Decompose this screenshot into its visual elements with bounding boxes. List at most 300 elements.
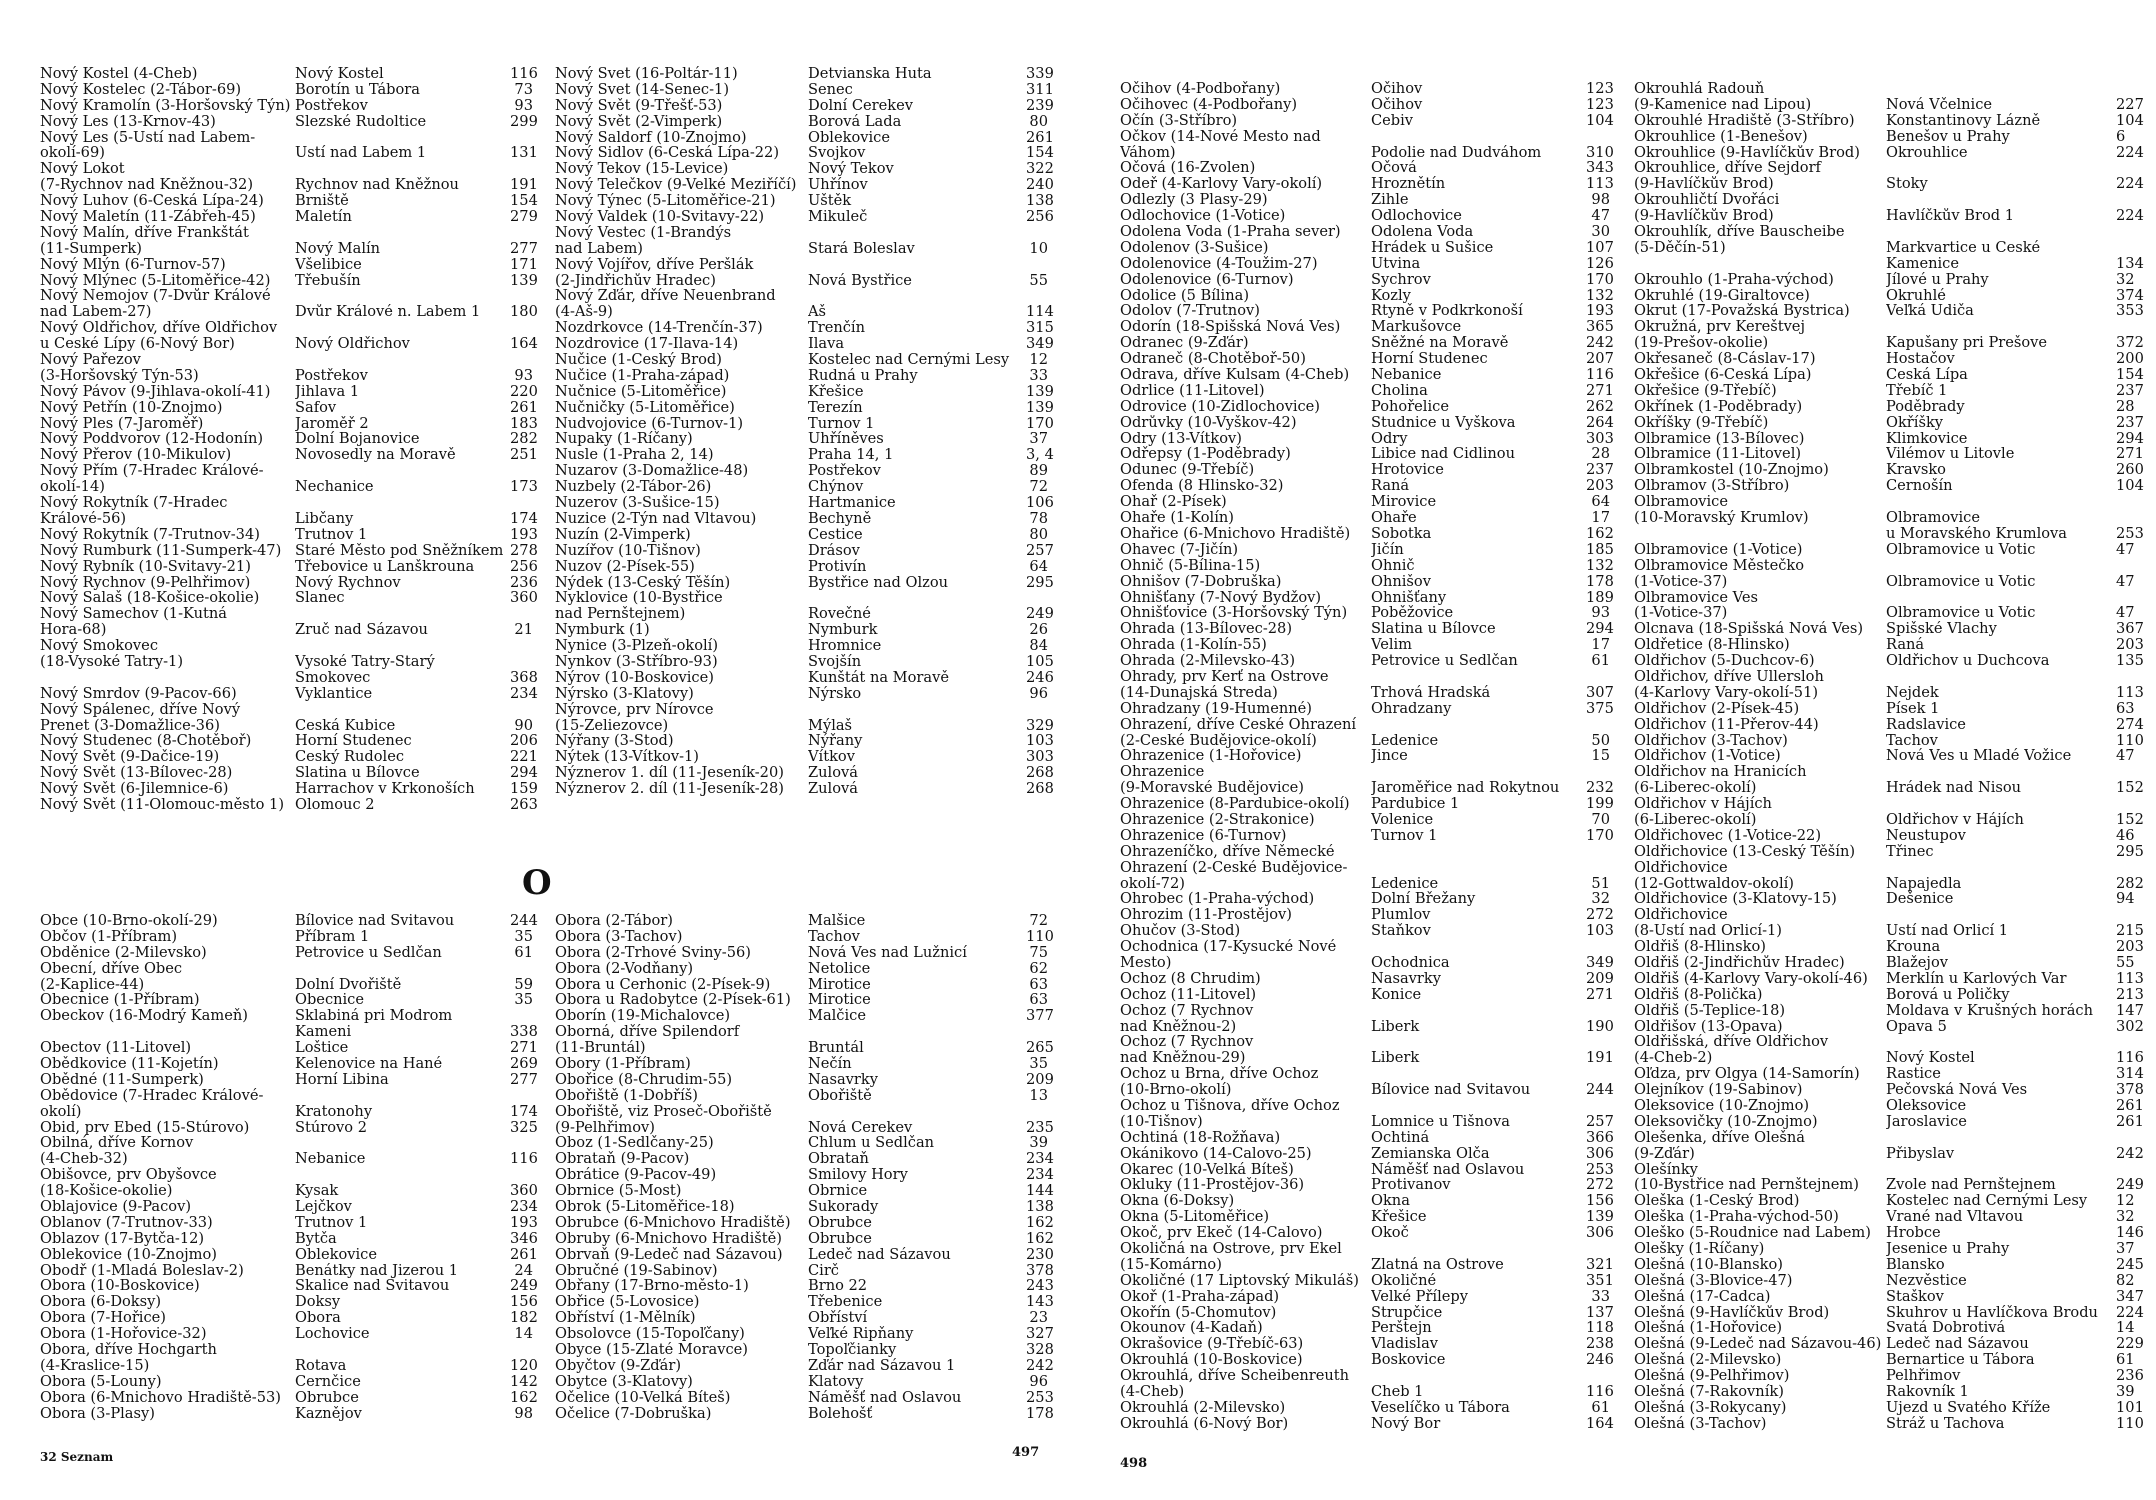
entry-post-office: Klimkovice [1886,430,1968,447]
index-entry [1120,302,1614,320]
entry-post-office: Rychnov nad Kněžnou [295,177,459,194]
entry-post-office: Pelhřimov [1886,1368,1961,1385]
entry-post-office: Uhřínov [808,177,868,194]
entry-page-number: 61 [514,943,533,961]
entry-page-number: 137 [1586,1303,1614,1321]
entry-page-number: 193 [510,525,538,543]
entry-locality: Nový Svět (6-Jilemnice-6) [40,781,229,797]
index-entry [555,992,1048,1008]
index-entry [1120,1289,1610,1305]
entry-post-office: Postřekov [295,97,368,114]
entry-page-number: 113 [2116,969,2144,987]
entry-page-number: 249 [1026,605,1054,623]
index-entry [40,1135,533,1151]
entry-page-number: 78 [1029,509,1048,527]
entry-post-office: Ústí nad Labem 1 [295,145,427,162]
entry-page-number: 3, 4 [1026,446,1054,464]
entry-post-office: Mirotice [808,992,871,1009]
entry-post-office: Ústí nad Orlicí 1 [1886,923,2009,940]
column-6 [1634,81,2144,1432]
index-entry [1120,876,1610,892]
entry-post-office: Markušovce [1371,319,1462,336]
entry-locality: Obeckov (16-Modrý Kameň) [40,1008,248,1025]
index-entry [1634,842,2144,860]
index-entry [40,112,538,130]
entry-locality: Okřínek (1-Poděbrady) [1634,398,1803,415]
entry-page-number: 120 [510,1356,538,1374]
entry-page-number: 238 [1586,1335,1614,1353]
entry-post-office: Liberk [1371,1018,1420,1035]
entry-locality: Odolena Voda (1-Praha sever) [1120,224,1341,240]
entry-post-office: Oleksovice [1886,1098,1967,1114]
index-entry [1120,1400,1610,1416]
entry-locality: (8-Ústí nad Orlicí-1) [1634,923,1782,940]
index-entry [1634,429,2144,447]
entry-post-office: Hartmanice [808,495,896,511]
entry-locality: Ohrada (2-Milevsko-43) [1120,653,1296,669]
entry-post-office: Trutnov 1 [295,526,368,543]
entry-post-office: Konstantinovy Lázně [1886,112,2041,129]
entry-locality: nad Pernštejnem) [555,606,686,623]
entry-page-number: 378 [1026,1261,1054,1279]
entry-page-number: 282 [510,430,538,448]
entry-locality: Oldřiš (2-Jindřichův Hradec) [1634,954,1845,971]
entry-locality: Okrouhlá (10-Boskovice) [1120,1352,1303,1369]
entry-locality: Nýrov (10-Boskovice) [555,669,714,686]
entry-locality: Nučice (1-Praha-západ) [555,367,730,384]
entry-post-office: Turnov 1 [808,415,875,432]
entry-post-office: Štúrovo 2 [295,1119,367,1136]
entry-page-number: 55 [2116,953,2135,971]
entry-locality: Nový Rychnov (9-Pelhřimov) [40,574,251,591]
index-entry [40,525,538,543]
entry-page-number: 372 [2116,334,2144,352]
index-entry [1120,1208,1614,1226]
entry-page-number: 199 [1586,795,1614,813]
entry-locality: Nový Přerov (10-Mikulov) [40,447,232,464]
entry-post-office: Horní Studenec [1371,351,1488,368]
index-entry [555,192,1054,210]
entry-locality: Obora (6-Doksy) [40,1294,162,1311]
entry-locality: Obrátice (9-Pacov-49) [555,1167,717,1184]
entry-page-number: 306 [1586,1144,1614,1162]
entry-locality: Oldřetice (8-Hlinsko) [1634,637,1790,654]
entry-locality: Ohrady, prv Kerť na Ostrove [1120,668,1329,685]
entry-post-office: Nová Ves u Mladé Vožice [1886,748,2072,765]
entry-locality: Olešínky [1634,1161,1698,1178]
entry-page-number: 191 [1586,1049,1614,1067]
index-entry [1120,1049,1614,1067]
entry-post-office: Brno 22 [808,1278,868,1295]
entry-post-office: Nymburk [808,622,878,639]
entry-locality: Oblanov (7-Trutnov-33) [40,1214,213,1231]
entry-post-office: Brniště [295,193,349,210]
index-entry [1120,95,1614,113]
entry-locality: Oldřichovec (1-Votice-22) [1634,827,1822,844]
entry-locality: Olbramov (3-Stříbro) [1634,478,1790,495]
index-entry [555,590,1048,606]
index-entry [40,702,533,718]
entry-post-office: Perštejn [1371,1320,1432,1337]
entry-page-number: 230 [1026,1245,1054,1263]
entry-page-number: 28 [2116,397,2135,415]
entry-post-office: Trutnov 1 [295,1214,368,1231]
entry-locality: Nupaky (1-Říčany) [555,431,693,448]
entry-page-number: 277 [510,239,538,257]
entry-locality: (14-Dunajská Streda) [1120,684,1278,701]
index-entry [1120,1081,1614,1099]
entry-page-number: 234 [510,1198,538,1216]
entry-page-number: 262 [1586,397,1614,415]
entry-post-office: Ochodnica [1371,954,1450,971]
entry-post-office: Tachov [1886,732,1938,749]
section-letter-heading: O [522,863,552,903]
entry-page-number: 37 [2116,1240,2135,1258]
index-entry [555,319,1054,337]
entry-page-number: 346 [510,1229,538,1247]
entry-locality: Nuzbely (2-Tábor-26) [555,479,712,496]
entry-locality: Nový Přím (7-Hradec Králové- [40,463,264,480]
entry-page-number: 271 [510,1039,538,1057]
entry-page-number: 138 [1026,1198,1054,1216]
index-entry [40,1182,538,1200]
entry-post-office: Ledenice [1371,875,1439,892]
index-entry [40,945,533,961]
index-entry [1120,286,1614,304]
index-entry [1634,764,2124,780]
entry-post-office: Harrachov v Krkonoších [295,781,475,797]
entry-page-number: 322 [1026,160,1054,178]
entry-locality: Prenet (3-Domažlice-36) [40,717,220,734]
index-entry [555,80,1054,98]
entry-locality: Nový Nemojov (7-Dvůr Králové [40,288,271,305]
entry-locality: Olbramovice Městečko [1634,557,1805,574]
index-entry [555,559,1048,575]
entry-locality: okolí-69) [40,145,105,162]
entry-page-number: 14 [2116,1319,2135,1337]
entry-locality: Odraneč (8-Chotěboř-50) [1120,351,1306,368]
entry-page-number: 215 [2116,922,2144,940]
entry-post-office: Rtyně v Podkrkonoší [1371,303,1523,320]
entry-locality: Nový Les (13-Krnov-43) [40,113,216,130]
index-entry [1120,494,1610,510]
entry-post-office: Nasavrky [808,1071,878,1088]
entry-locality: Olbramovice [1634,494,1728,511]
entry-locality: Nový Les (5-Ústí nad Labem- [40,129,256,146]
entry-locality: Olešná (9-Havlíčkův Brod) [1634,1304,1830,1321]
entry-post-office: Třebušín [295,272,361,289]
entry-post-office: Mikuleč [808,209,868,225]
entry-locality: Obyce (15-Zlaté Moravce) [555,1342,748,1358]
index-entry [40,478,538,496]
index-entry [555,1388,1054,1406]
entry-locality: Okřešice (6-Česká Lípa) [1634,367,1812,383]
entry-locality: Ochodnica (17-Kysucké Nové [1120,939,1337,955]
entry-page-number: 246 [1026,668,1054,686]
entry-post-office: Ledenice [1371,732,1439,749]
entry-post-office: Náměšť nad Oslavou [1371,1161,1525,1178]
index-entry [555,303,1054,321]
entry-post-office: Šafov [295,399,337,416]
entry-locality: Nučnice (5-Litoměřice) [555,383,727,400]
entry-post-office: Nový Oldřichov [295,336,410,353]
entry-locality: Obodř (1-Mladá Boleslav-2) [40,1262,244,1279]
index-entry [1634,969,2144,987]
index-entry [1120,238,1614,256]
entry-locality: Nýznerov 2. díl (11-Jeseník-28) [555,781,784,797]
entry-locality: nad Kněžnou-2) [1120,1018,1237,1035]
entry-locality: Olbramovice Ves [1634,589,1758,606]
entry-page-number: 142 [510,1372,538,1390]
entry-locality: Oldřichovice [1634,859,1728,876]
entry-locality: Ofenda (8 Hlinsko-32) [1120,478,1284,495]
index-entry [40,463,533,479]
entry-post-office: Raná [1886,637,1925,654]
entry-post-office: Dešenice [1886,891,1954,908]
entry-page-number: 261 [2116,1112,2144,1130]
index-entry [1120,1414,1614,1432]
entry-post-office: Postřekov [808,463,881,480]
entry-locality: Odranec (9-Žďár) [1120,335,1249,352]
entry-locality: Očelice (7-Dobruška) [555,1405,712,1422]
index-entry [555,398,1054,416]
entry-page-number: 174 [510,509,538,527]
index-entry [40,161,533,177]
index-entry [40,414,538,432]
index-entry [40,748,538,766]
entry-locality: Okřesaneč (8-Čáslav-17) [1634,351,1816,368]
entry-post-office: Lochovice [295,1326,370,1343]
entry-page-number: 72 [1029,912,1048,929]
entry-page-number: 116 [2116,1049,2144,1067]
entry-post-office: Olbramovice u Votic [1886,605,2036,622]
index-entry [1120,1034,1610,1050]
entry-locality: Okrut (17-Považská Bystrica) [1634,303,1850,320]
entry-page-number: 237 [2116,381,2144,399]
entry-page-number: 139 [1026,382,1054,400]
index-entry [1120,159,1614,177]
index-entry [1634,524,2144,542]
entry-post-office: Velké Přílepy [1371,1288,1468,1305]
index-entry [1120,350,1614,368]
column-3 [40,912,538,1422]
index-entry [1120,1241,1610,1257]
index-entry [1634,95,2144,113]
index-entry [40,638,533,654]
entry-post-office: Podolie nad Dudváhom [1371,144,1542,161]
index-entry [1634,572,2135,590]
entry-locality: Nový Rokytník (7-Trutnov-34) [40,526,260,543]
index-entry [555,1356,1054,1374]
index-entry [555,1088,1048,1104]
entry-page-number: 338 [510,1023,538,1041]
entry-page-number: 132 [1586,556,1614,574]
entry-locality: Ochoz u Brna, dříve Ochoz [1120,1066,1319,1083]
entry-page-number: 63 [1029,975,1048,993]
index-entry [1634,192,2124,208]
entry-post-office: Postřekov [295,367,368,384]
index-entry [1634,175,2144,193]
entry-post-office: Konice [1371,986,1422,1003]
index-entry [555,1024,1048,1040]
entry-page-number: 224 [2116,175,2144,193]
index-entry [1120,1303,1614,1321]
index-entry [1634,1130,2124,1146]
entry-locality: Oldřiš (8-Hlinsko) [1634,939,1766,955]
entry-post-office: Petrovice u Sedlčan [295,944,442,961]
index-entry [40,335,538,353]
entry-page-number: 152 [2116,779,2144,797]
index-entry [1120,366,1614,384]
entry-post-office: Spišské Vlachy [1886,621,1997,638]
entry-locality: Olešná (17-Čadca) [1634,1288,1771,1305]
entry-post-office: Nejdek [1886,684,1939,701]
entry-post-office: Kostelec nad Černými Lesy [808,352,1010,368]
entry-page-number: 265 [1026,1039,1054,1057]
entry-locality: Nový Svět (11-Olomouc-město 1) [40,796,285,813]
entry-locality: Okna (6-Doksy) [1120,1193,1235,1210]
index-entry [555,288,1048,304]
entry-post-office: Hostačov [1886,351,1955,368]
entry-page-number: 377 [1026,1007,1054,1025]
entry-locality: (19-Prešov-okolie) [1634,335,1769,352]
entry-post-office: Náměšť nad Oslavou [808,1389,962,1406]
entry-post-office: Zruč nad Sázavou [295,622,428,639]
entry-locality: Okluky (11-Prostějov-36) [1120,1177,1305,1194]
entry-post-office: Dolní Bojanovice [295,431,420,448]
entry-post-office: Obrataň [808,1151,869,1168]
entry-page-number: 253 [2116,524,2144,542]
index-entry [555,65,1054,82]
index-entry [555,1374,1048,1390]
index-entry [1120,1066,1610,1082]
index-entry [1634,938,2144,956]
entry-post-office: Nová Včelnice [1886,96,1993,113]
index-entry [1120,1003,1610,1019]
entry-post-office: Čirč [808,1262,839,1279]
entry-locality: Obora (2-Tábor) [555,913,673,929]
index-entry [40,192,538,210]
index-entry [40,398,538,416]
entry-locality: Obectov (11-Litovel) [40,1040,192,1057]
entry-locality: (9-Moravské Budějovice) [1120,780,1304,797]
entry-post-office: Staňkov [1371,923,1431,940]
entry-page-number: 227 [2116,95,2144,113]
entry-page-number: 171 [510,255,538,273]
index-entry [1120,669,1610,685]
index-entry [1634,1398,2144,1416]
entry-page-number: 206 [510,732,538,750]
entry-locality: Olcnava (18-Spišská Nová Ves) [1634,621,1864,638]
entry-post-office: Horní Libina [295,1071,389,1088]
index-entry [40,929,533,945]
entry-locality: Obruby (6-Mnichovo Hradiště) [555,1230,782,1247]
entry-locality: Oldřiš (8-Polička) [1634,986,1763,1003]
entry-locality: Obce (10-Brno-okolí-29) [40,913,218,929]
entry-page-number: 234 [1026,1150,1054,1168]
entry-page-number: 325 [510,1118,538,1136]
index-entry [1634,604,2135,622]
entry-locality: Ochoz u Tišnova, dříve Ochoz [1120,1098,1340,1114]
entry-post-office: Kelenovice na Hané [295,1056,443,1072]
index-entry [1120,381,1614,399]
index-entry [555,414,1054,432]
entry-page-number: 232 [1586,779,1614,797]
index-entry [555,494,1054,512]
entry-post-office: Slanec [295,590,345,607]
entry-page-number: 282 [2116,874,2144,892]
index-entry [40,1088,533,1104]
entry-post-office: Vyklantice [295,685,373,702]
entry-post-office: Rotava [295,1357,347,1374]
entry-post-office: Pohořelice [1371,398,1449,415]
index-entry [1634,350,2144,368]
entry-page-number: 245 [2116,1255,2144,1273]
entry-page-number: 93 [514,96,533,114]
index-entry [1120,717,1610,733]
index-entry [1634,461,2144,479]
entry-page-number: 104 [2116,477,2144,495]
entry-locality: Oblajovice (9-Pacov) [40,1199,192,1215]
entry-locality: Obřany (17-Brno-město-1) [555,1278,749,1295]
entry-page-number: 242 [2116,1144,2144,1162]
entry-locality: okolí-72) [1120,875,1185,892]
entry-post-office: Hrádek u Sušice [1371,239,1494,256]
index-entry [1120,605,1610,621]
entry-locality: Nový Rokytník (7-Hradec [40,495,228,511]
entry-locality: Obrnice (5-Most) [555,1183,682,1200]
entry-post-office: Nečín [808,1056,852,1072]
entry-locality: Očihov (4-Podbořany) [1120,81,1281,97]
entry-post-office: Bílovice nad Svitavou [1371,1082,1531,1099]
index-entry [1634,445,2144,463]
entry-post-office: Okříšky [1886,414,1944,431]
index-entry [1634,302,2144,320]
entry-locality: Oldřišská, dříve Oldřichov [1634,1034,1829,1051]
index-entry [40,606,533,622]
index-entry [1634,922,2144,940]
entry-page-number: 96 [1029,684,1048,702]
index-entry [40,288,533,304]
entry-page-number: 84 [1029,637,1048,655]
index-entry [555,352,1048,368]
index-entry [555,913,1048,929]
index-entry [555,1229,1054,1247]
entry-post-office: Raná [1371,478,1410,495]
index-entry [1120,1192,1614,1210]
entry-page-number: 82 [2116,1271,2135,1289]
index-entry [1120,80,1614,97]
entry-locality: Nový Oldřichov, dříve Oldřichov [40,320,278,337]
entry-page-number: 349 [1026,335,1054,353]
column-4 [555,912,1054,1422]
entry-page-number: 303 [1586,429,1614,447]
entry-page-number: 209 [1026,1070,1054,1088]
entry-locality: Obědné (11-Šumperk) [40,1071,204,1088]
index-entry [1120,446,1610,462]
entry-locality: Obrubce (6-Mnichovo Hradiště) [555,1214,791,1231]
entry-page-number: 106 [1026,494,1054,512]
entry-post-office: Borotín u Tábora [295,81,420,98]
entry-locality: Okružná, prv Kereštvej [1634,319,1805,336]
entry-page-number: 110 [1026,927,1054,945]
entry-post-office: Slatina u Bílovce [1371,621,1496,638]
entry-locality: Ohrazeníčko, dříve Německé [1120,843,1335,860]
index-entry [40,764,538,782]
entry-page-number: 47 [1591,207,1610,225]
entry-post-office: Rudná u Prahy [808,367,918,384]
entry-locality: Nový Kostelec (2-Tábor-69) [40,81,242,98]
